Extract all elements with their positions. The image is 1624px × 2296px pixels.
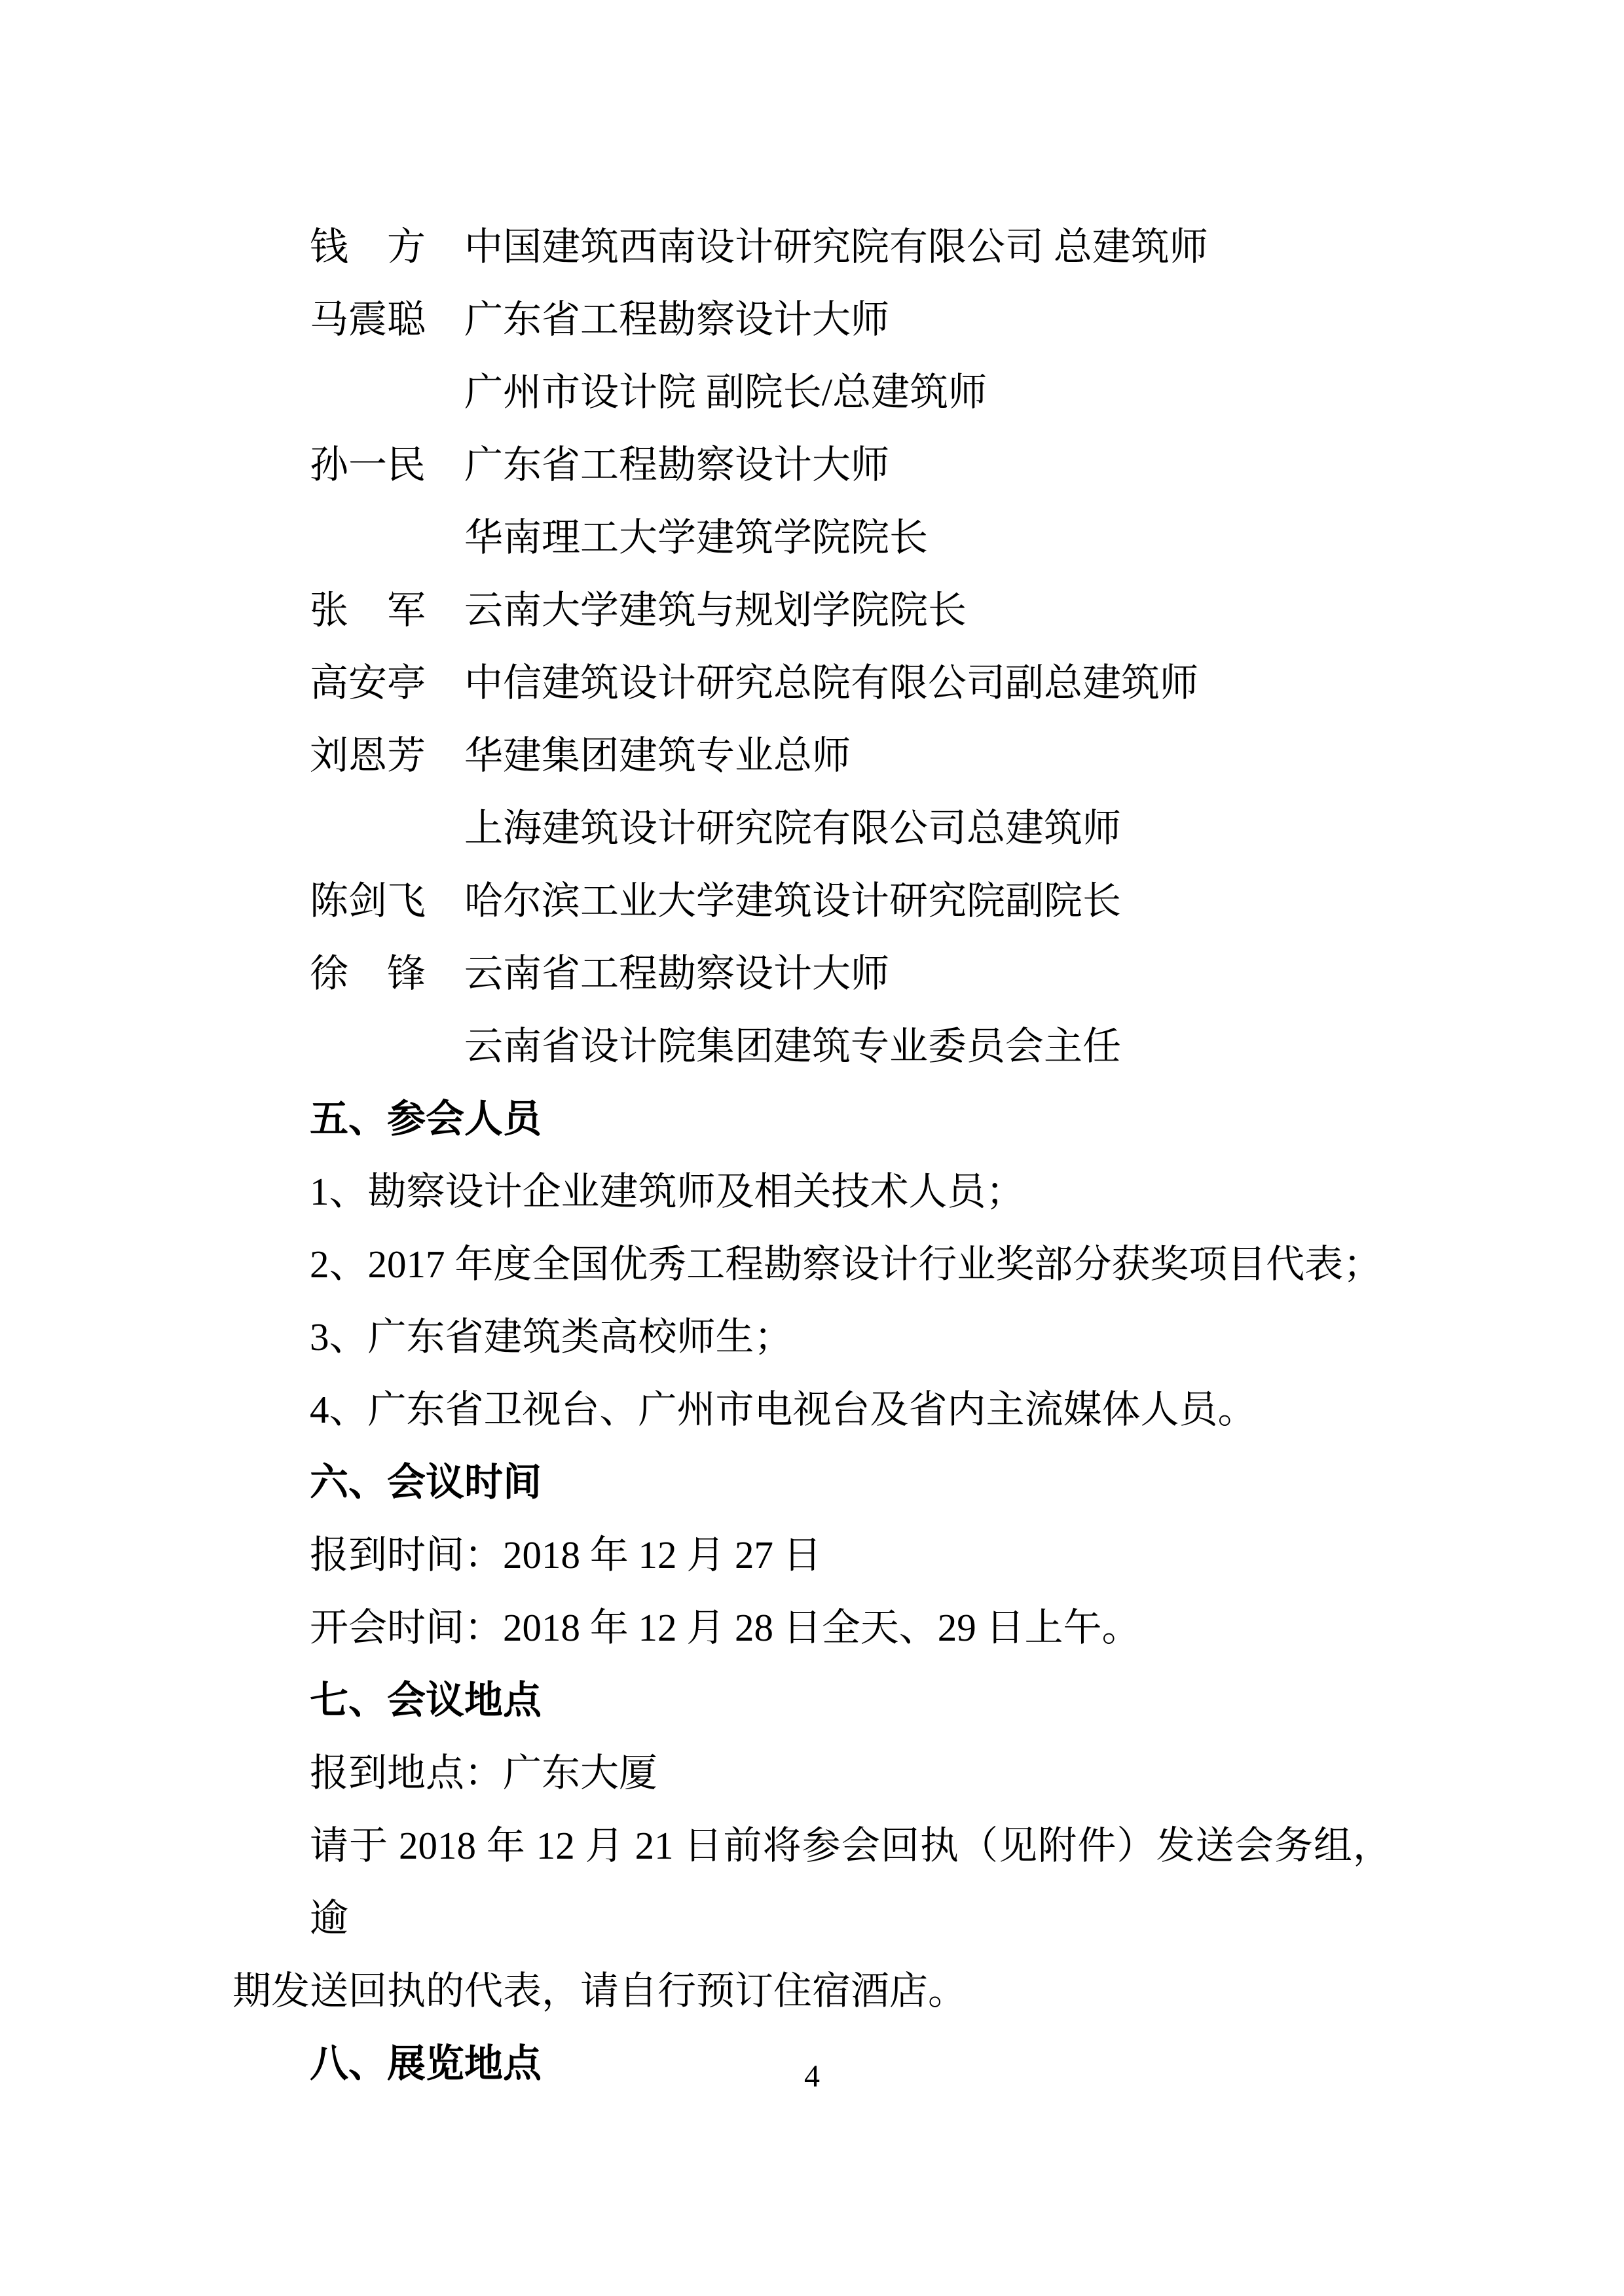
name-entry: 高安亭 中信建筑设计研究总院有限公司副总建筑师 — [310, 661, 1199, 704]
heading: 七、会议地点 — [310, 1679, 542, 1722]
continuation: 云南省设计院集团建筑专业委员会主任 — [464, 1025, 1122, 1068]
document-lines — [232, 211, 1392, 2100]
heading: 五、参会人员 — [310, 1097, 542, 1140]
para-continuation: 期发送回执的代表，请自行预订住宿酒店。 — [232, 1969, 967, 2013]
list-item: 3、广东省建筑类高校师生； — [310, 1315, 793, 1358]
body: 开会时间：2018 年 12 月 28 日全天、29 日上午。 — [310, 1606, 1141, 1649]
continuation: 上海建筑设计研究院有限公司总建筑师 — [464, 807, 1122, 850]
page-number: 4 — [804, 2059, 820, 2094]
heading: 六、会议时间 — [310, 1461, 542, 1504]
list-item: 1、勘察设计企业建筑师及相关技术人员； — [310, 1170, 1025, 1213]
name-entry: 刘恩芳 华建集团建筑专业总师 — [310, 734, 851, 777]
body: 报到地点：广东大厦 — [310, 1751, 658, 1795]
name-entry: 马震聪 广东省工程勘察设计大师 — [310, 298, 890, 341]
body: 报到时间：2018 年 12 月 27 日 — [310, 1533, 822, 1576]
name-entry: 陈剑飞 哈尔滨工业大学建筑设计研究院副院长 — [310, 879, 1122, 922]
list-item: 4、广东省卫视台、广州市电视台及省内主流媒体人员。 — [310, 1388, 1257, 1431]
continuation: 华南理工大学建筑学院院长 — [464, 516, 929, 559]
list-item: 2、2017 年度全国优秀工程勘察设计行业奖部分获奖项目代表； — [310, 1243, 1382, 1286]
name-entry: 孙一民 广东省工程勘察设计大师 — [310, 443, 890, 486]
name-entry: 钱 方 中国建筑西南设计研究院有限公司 总建筑师 — [310, 225, 1208, 268]
name-entry: 张 军 云南大学建筑与规划学院院长 — [310, 589, 967, 632]
heading: 八、展览地点 — [310, 2042, 542, 2085]
name-entry: 徐 锋 云南省工程勘察设计大师 — [310, 952, 890, 995]
para-first-line: 请于 2018 年 12 月 21 日前将参会回执（见附件）发送会务组，逾 — [310, 1824, 1392, 1940]
continuation: 广州市设计院 副院长/总建筑师 — [464, 371, 987, 414]
